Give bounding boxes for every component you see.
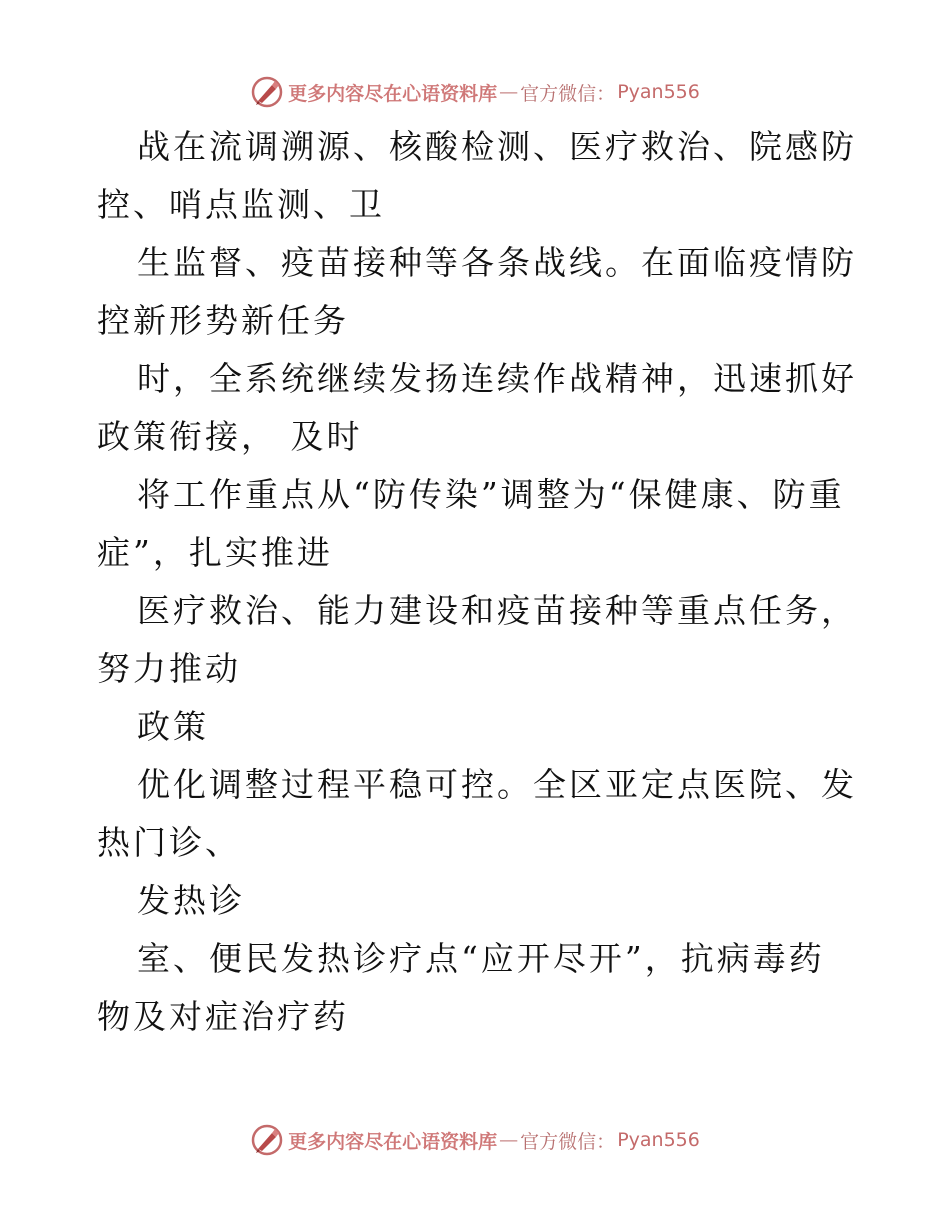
- document-body: [97, 118, 857, 1046]
- footer-banner-text: [288, 1127, 700, 1154]
- paragraph-2: 生监督、疫苗接种等各条战线。在面临疫情防控新形势新任务: [97, 243, 857, 340]
- header-banner-main: 更多内容尽在心语资料库: [288, 82, 498, 105]
- paragraph-1: 战在流调溯源、核酸检测、医疗救治、院感防控、哨点监测、卫: [97, 127, 857, 224]
- footer-banner-id: Pyan556: [617, 1129, 700, 1151]
- header-banner-sub: 官方微信：: [520, 82, 616, 105]
- paragraph-3: 时，全系统继续发扬连续作战精神，迅速抓好政策衔接， 及时: [97, 359, 857, 456]
- footer-banner-separator: —: [499, 1129, 519, 1151]
- paragraph-8: 发热诊: [137, 881, 245, 920]
- footer-banner: [0, 1120, 950, 1160]
- header-banner-text: [288, 79, 700, 106]
- pen-logo-icon: [250, 1123, 284, 1157]
- paragraph-7: 优化调整过程平稳可控。全区亚定点医院、发热门诊、: [97, 765, 857, 862]
- header-banner-separator: —: [499, 81, 519, 103]
- footer-banner-sub: 官方微信：: [520, 1130, 616, 1153]
- paragraph-9: 室、便民发热诊疗点“应开尽开”，抗病毒药物及对症治疗药: [97, 939, 825, 1036]
- pen-logo-icon: [250, 75, 284, 109]
- header-banner-id: Pyan556: [617, 81, 700, 103]
- paragraph-6: 政策: [137, 707, 209, 746]
- header-banner: [0, 72, 950, 112]
- footer-banner-main: 更多内容尽在心语资料库: [288, 1130, 498, 1153]
- paragraph-5: 医疗救治、能力建设和疫苗接种等重点任务，努力推动: [97, 591, 857, 688]
- paragraph-4: 将工作重点从“防传染”调整为“保健康、防重症”，扎实推进: [97, 475, 845, 572]
